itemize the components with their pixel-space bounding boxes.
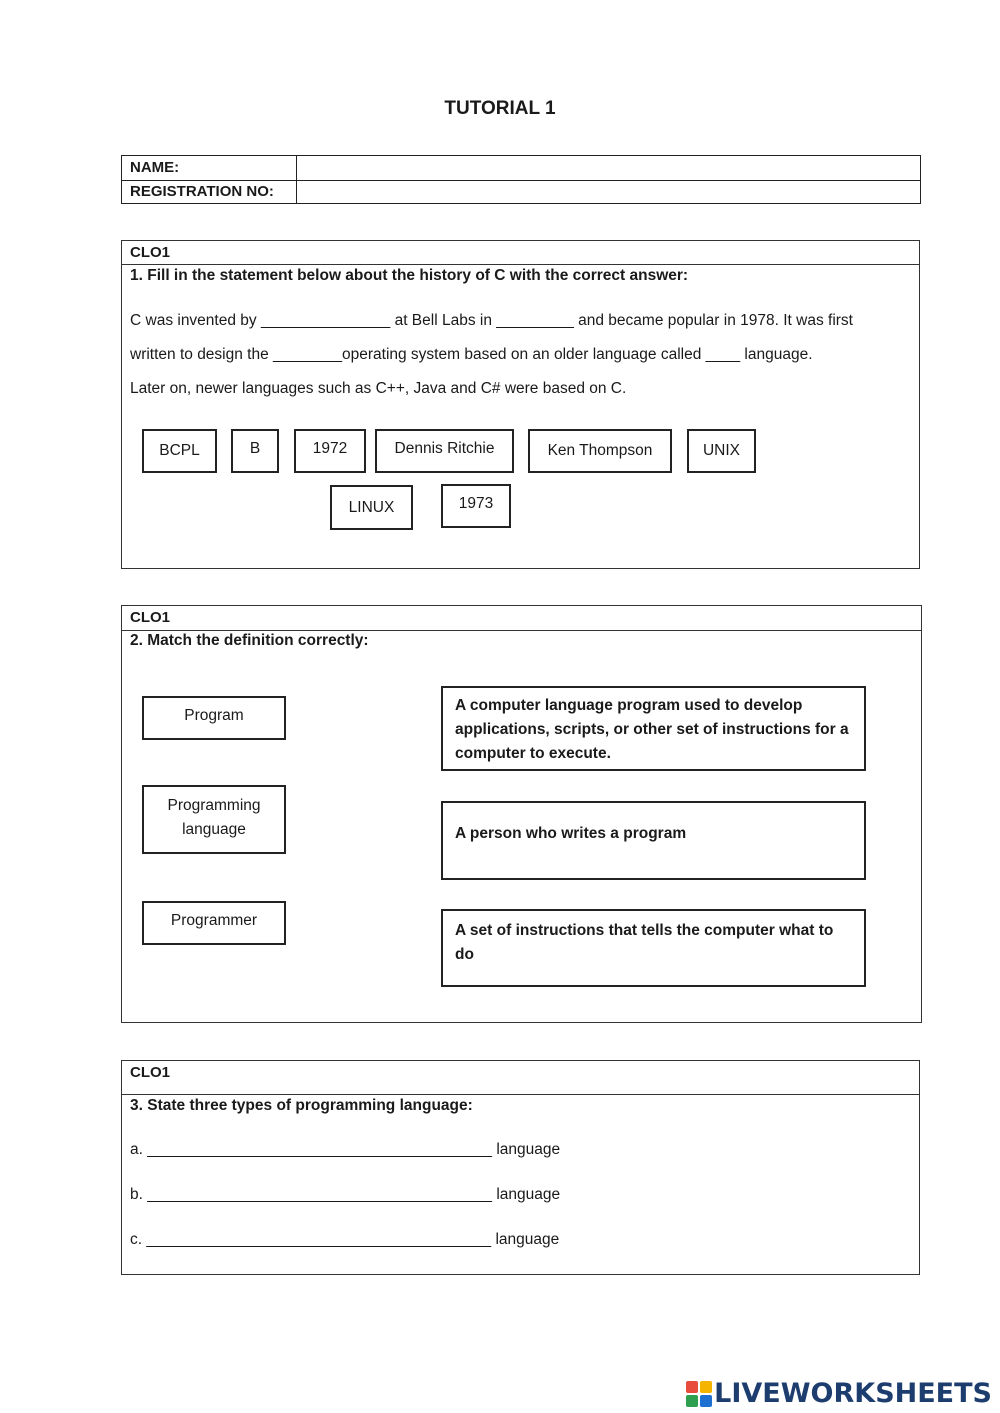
term-programmer[interactable]: Programmer <box>142 901 286 945</box>
registration-row <box>122 180 920 203</box>
definition-box[interactable]: A set of instructions that tells the computer what to do <box>441 909 866 987</box>
clo-label: CLO1 <box>122 606 921 631</box>
brand-icon <box>686 1381 712 1407</box>
word-option[interactable]: LINUX <box>330 485 413 530</box>
word-option[interactable]: 1973 <box>441 484 511 528</box>
question-3-section <box>121 1060 920 1275</box>
page-title: TUTORIAL 1 <box>444 98 556 119</box>
question-2-title: 2. Match the definition correctly: <box>130 632 369 649</box>
registration-label: REGISTRATION NO: <box>122 180 297 203</box>
question-2-section <box>121 605 922 1023</box>
name-row <box>122 156 920 181</box>
clo-label: CLO1 <box>122 241 919 265</box>
question-1-title: 1. Fill in the statement below about the history of C with the correct answer: <box>130 267 689 284</box>
question-3-title: 3. State three types of programming language: <box>130 1097 473 1114</box>
statement-line: C was invented by _______________ at Bell Labs in _________ and became popular in 1978. It was first <box>130 312 853 329</box>
statement-line: Later on, newer languages such as C++, Java and C# were based on C. <box>130 380 627 397</box>
student-info-table <box>121 155 921 204</box>
question-1-section <box>121 240 920 569</box>
word-option[interactable]: Dennis Ritchie <box>375 429 514 473</box>
definition-box[interactable]: A computer language program used to develop applications, scripts, or other set of instructions for a computer to execute. <box>441 686 866 771</box>
term-program[interactable]: Program <box>142 696 286 740</box>
answer-line-c[interactable]: c. ________________________________________ language <box>130 1231 560 1248</box>
registration-field[interactable] <box>298 180 920 203</box>
word-option[interactable]: B <box>231 429 279 473</box>
answer-line-a[interactable]: a. ________________________________________ language <box>130 1141 561 1158</box>
word-option[interactable]: 1972 <box>294 429 366 473</box>
liveworksheets-logo <box>686 1378 992 1409</box>
brand-text: LIVEWORKSHEETS <box>714 1378 992 1409</box>
statement-line: written to design the ________operating system based on an older language called ____ language. <box>130 346 813 363</box>
answer-line-b[interactable]: b. ________________________________________ language <box>130 1186 561 1203</box>
term-programming-language[interactable]: Programming language <box>142 785 286 854</box>
clo-label: CLO1 <box>122 1061 919 1095</box>
word-option[interactable]: UNIX <box>687 429 756 473</box>
word-option[interactable]: BCPL <box>142 429 217 473</box>
word-option[interactable]: Ken Thompson <box>528 429 672 473</box>
definition-box[interactable]: A person who writes a program <box>441 801 866 880</box>
name-field[interactable] <box>298 156 920 180</box>
name-label: NAME: <box>122 156 297 180</box>
